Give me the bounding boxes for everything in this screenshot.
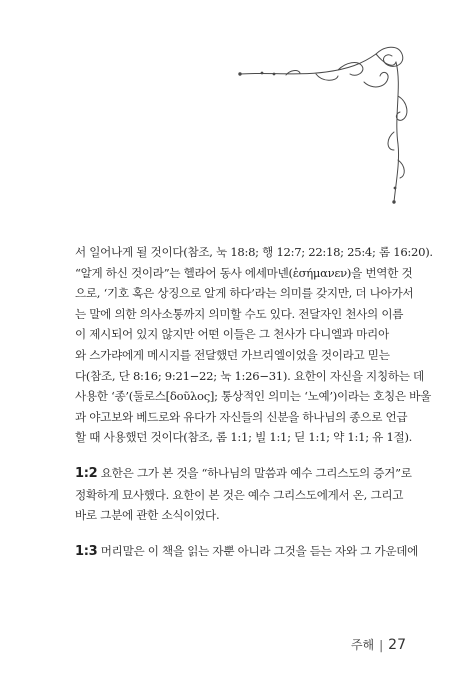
text-line: 서 일어나게 될 것이다(참조, 눅 18:8; 행 12:7; 22:18; 25:4; 롬 16:20). bbox=[75, 245, 433, 259]
text-line: 으로, ‘기호 혹은 상징으로 알게 하다’라는 의미를 갖지만, 더 나아가서 bbox=[75, 286, 414, 301]
text-line: 할 때 사용했던 것이다(참조, 롬 1:1; 빌 1:1; 딛 1:1; 약 1:1; 유 1절). bbox=[75, 430, 413, 445]
paragraph-verse-1-2 bbox=[75, 463, 412, 526]
text-line: 와 스가랴에게 메시지를 전달했던 가브리엘이었을 것이라고 믿는 bbox=[75, 347, 390, 362]
text-line: 는 말에 의한 의사소통까지 의미할 수도 있다. 전달자인 천사의 이름 bbox=[75, 306, 404, 321]
text-line: “알게 하신 것이라”는 헬라어 동사 에세마넨(ἐσήμανεν)을 번역한 것 bbox=[75, 265, 413, 280]
text-line bbox=[75, 541, 419, 563]
paragraph-1 bbox=[75, 242, 433, 448]
verse-reference: 1:3 bbox=[75, 543, 98, 559]
text-line: 이 제시되어 있지 않지만 어떤 이들은 그 천사가 다니엘과 마리아 bbox=[75, 327, 389, 342]
flourish-ornament-icon bbox=[226, 36, 416, 216]
text-span: 요한은 그가 본 것을 “하나님의 말씀과 예수 그리스도의 증거”로 bbox=[97, 465, 412, 480]
footer-separator: | bbox=[379, 638, 384, 652]
page-number: 27 bbox=[388, 637, 406, 653]
text-line: 정확하게 묘사했다. 요한이 본 것은 예수 그리스도에게서 온, 그리고 bbox=[75, 487, 404, 502]
verse-reference: 1:2 bbox=[75, 465, 98, 481]
text-line: 바로 그분에 관한 소식이었다. bbox=[75, 508, 220, 523]
text-span: 머리말은 이 책을 읽는 자뿐 아니라 그것을 듣는 자와 그 가운데에 bbox=[97, 543, 419, 558]
text-line bbox=[75, 463, 412, 485]
paragraph-verse-1-3 bbox=[75, 541, 419, 563]
text-line: 사용한 ‘종’(둘로스[δοῦλος]; 통상적인 의미는 ‘노예’)이라는 호칭은 바울 bbox=[75, 389, 431, 404]
commentary-body bbox=[75, 242, 433, 562]
text-line: 다(참조, 단 8:16; 9:21−22; 눅 1:26−31). 요한이 자신을 지칭하는 데 bbox=[75, 368, 424, 383]
section-label: 주해 bbox=[350, 638, 375, 652]
text-line: 과 야고보와 베드로와 유다가 자신들의 신분을 하나님의 종으로 언급 bbox=[75, 409, 408, 424]
page-footer bbox=[351, 636, 406, 653]
